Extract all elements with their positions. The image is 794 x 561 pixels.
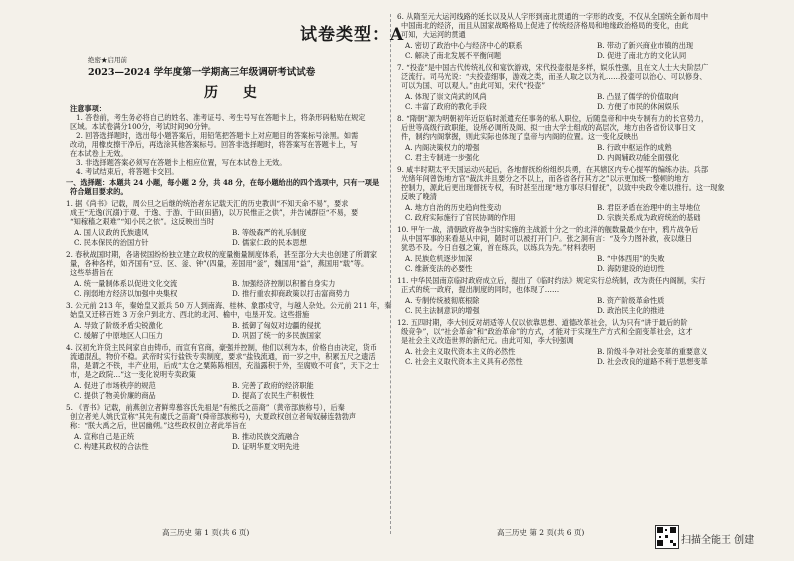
option-b: B. “中体西用”的失败 — [597, 254, 665, 263]
option-d: D. 推行重农抑商政策以打击富商势力 — [232, 289, 350, 298]
question-text: 犹恐不及。今日自强之策，首在练兵，以练兵为先。”材料表明 — [401, 243, 596, 252]
option-d: D. 促进了南北方的文化认同 — [597, 51, 687, 60]
notes-line: 改动，用橡皮擦干净后，再选涂其他答案标号。回答非选择题时，将答案写在答题卡上，写 — [70, 140, 358, 149]
option-d: D. 内阁辅政功能全面强化 — [597, 153, 679, 162]
option-a: A. 统一量制体系以促进文化交流 — [74, 279, 178, 288]
option-c: C. 君主专制进一步强化 — [405, 153, 480, 162]
option-d: D. 提高了农民生产积极性 — [232, 391, 314, 400]
page-right — [300, 0, 794, 561]
section-1-heading: 一、选择题：本题共 24 小题，每小题 2 分，共 48 分，在每小题给出的四个选项中，只有一项是 — [66, 178, 380, 187]
question-text: 是社会主义改造世界的新纪元。由此可知，李大钊强调 — [401, 336, 574, 345]
option-a: A. 民族危机逐步加深 — [405, 254, 473, 263]
option-d: D. 巩固了统一的多民族国家 — [232, 331, 322, 340]
page-footer-left: 高三历史 第 1 页(共 6 页) — [162, 528, 250, 537]
option-b: B. 凸显了儒学的价值取向 — [597, 92, 679, 101]
question-text: “知稼穑之艰难”“知小民之依”。这反映出当时 — [70, 217, 215, 226]
option-b: B. 行政中枢运作的成熟 — [597, 143, 672, 152]
notes-line: 2. 回答选择题时，选出每小题答案后，用铅笔把答题卡上对应题目的答案标号涂黑。如需 — [76, 131, 359, 140]
question-text: 5. 《晋书》记载，前燕创立者鲜卑慕容氏先祖是“有熊氏之苗裔”（黄帝部族称号），后秦 — [66, 403, 345, 412]
notes-line: 区域。本试卷满分100分，考试时间90分钟。 — [70, 122, 216, 131]
option-c: C. 政府实际施行了官民协调的作用 — [405, 213, 516, 222]
question-text: 创立者羌人姚氏宣称“其先有虞氏之苗裔”(舜帝部族称号)，大夏政权创立者匈奴赫连勃勃声 — [70, 412, 357, 421]
option-b: B. 抵御了匈奴对边疆的侵扰 — [232, 321, 321, 330]
option-a: A. 内阁决策权力的增强 — [405, 143, 480, 152]
question-text: 可以为国、可以观人。”由此可知，宋代“投壶” — [401, 81, 545, 90]
paper-title: 2023—2024 学年度第一学期高三年级调研考试试卷 — [88, 67, 316, 78]
option-b: B. 等级森严的礼乐制度 — [232, 228, 307, 237]
option-a: A. 导致了阶级矛盾尖锐激化 — [74, 321, 163, 330]
option-a: A. 体现了崇文尚武的风尚 — [405, 92, 487, 101]
option-a: A. 宣称自己是正统 — [74, 432, 135, 441]
question-text: 帛，是谓之不铁，丰产业用，后成“太仓之粟陈陈相因，充溢露积于外，至腐败不可食”，天下之士 — [70, 361, 380, 370]
question-text: 3. 公元前 213 年，秦始皇又派兵 50 万人到南海、桂林、象郡戍守，与越人杂处。公元前 211 年，秦 — [66, 301, 392, 310]
question-text: 称：“朕大禹之后，世居幽朔。”这些政权创立者此举旨在 — [70, 421, 247, 430]
option-d: D. 政治民主化的推进 — [597, 306, 665, 315]
option-a: A. 专制传统被彻底根除 — [405, 296, 480, 305]
question-text: 12. 五四时期，李大钊反对胡适等人仅以依靠思想、道德改革社会，认为只有“讲于最后的阶 — [397, 318, 688, 327]
option-a: A. 国人议政的氏族遗风 — [74, 228, 149, 237]
question-text: 中国南北的经济，而且从国家战略格局上促进了传统经济格局和地缘政治格局的变化，由此 — [401, 21, 689, 30]
option-d: D. 海防建设的迫切性 — [597, 264, 665, 273]
notes-line: 4. 考试结束后，将答题卡交回。 — [76, 167, 179, 176]
option-c: C. 民主法制意识的增强 — [405, 306, 480, 315]
notes-line: 3. 非选择题答案必须写在答题卡上相应位置，写在本试卷上无效。 — [76, 158, 287, 167]
option-b: B. 阶级斗争对社会变革的重要意义 — [597, 347, 708, 356]
question-text: 9. 咸丰时期太平天国运动兴起后，各地督抚纷纷组织兵勇，在其辖区内专心提军的编练办法。兵部 — [397, 165, 709, 174]
question-text: 成王“无逸(沉溺)于观、于逸、于游、于田(田猎)，以万民惟正之供”，并告诫群臣“不易，要 — [70, 208, 359, 217]
question-text: 件，制约内阁掌握，则此实际也体现了皇帝与内阁的位置。这一变化反映出 — [401, 132, 639, 141]
question-text: 后世等高级行政职能，设所必调所及阁、拟一由大学士组成的高层次，地方由各省份议事日文 — [401, 123, 696, 132]
question-text: 反映了晚清 — [401, 192, 437, 201]
question-text: 从中国军事的来看是从中间，随时可以被打开门户。张之洞有言：“及今力图补救，夜以继日 — [401, 234, 693, 243]
question-text: 市，是之政院…”这一变化说明专卖政策 — [70, 370, 196, 379]
question-text: 级竞争”，以“社会革命”和“政治革命”的方式，才能对于实现生产方式和全面变革社会，这才 — [401, 327, 693, 336]
option-c: C. 社会主义取代资本主义具有必然性 — [405, 357, 523, 366]
option-b: B. 完善了政府的经济职能 — [232, 381, 314, 390]
exam-type-label: 试卷类型：A — [300, 25, 405, 45]
question-text: 量，各种各样，如齐国有“豆、区、釜、钟”(四量，差国用“釜”，魏国用“益”，燕国用“载”等。 — [70, 259, 369, 268]
option-c: C. 削弱地方经济以加强中央集权 — [74, 289, 178, 298]
question-text: 控制力，源此后更出现督抚专权，有时甚至出现“地方事尽归督抚”，以致中央政令难以推行。这一现象 — [401, 183, 725, 192]
notes-heading: 注意事项： — [70, 104, 106, 113]
question-text: 2. 春秋战国时期，各诸侯国纷纷独立建立政权的度量衡量制度体系，甚至部分大夫也创建了所谓家 — [66, 250, 378, 259]
option-c: C. 提供了物美价廉的商品 — [74, 391, 156, 400]
option-b: B. 推动民族交流融合 — [232, 432, 300, 441]
option-d: D. 社会改良的道路不利于思想变革 — [597, 357, 708, 366]
page-left — [0, 0, 392, 561]
option-a: A. 密切了政治中心与经济中心的联系 — [405, 41, 523, 50]
scanner-watermark: 扫描全能王 创建 — [681, 535, 755, 546]
option-c: C. 解决了南北发展不平衡问题 — [405, 51, 502, 60]
subject-title: 历 史 — [204, 85, 267, 101]
option-b: B. 资产阶级革命性质 — [597, 296, 665, 305]
question-text: 1. 据《尚书》记载，周公旦之后继的统治者东记载天汇的历史教训“不知天命不易”，要求 — [66, 199, 349, 208]
qr-code-icon — [655, 525, 679, 549]
notes-line: 1. 答卷前，考生务必将自己的姓名、准考证号、考生号写在答题卡上，将条形码粘贴在规定 — [76, 113, 366, 122]
option-a: A. 社会主义取代资本主义的必然性 — [405, 347, 516, 356]
question-text: 泛流行。司马光说：“夫投壶细事，游戏之类，而圣人取之以为礼……投壶可以治心、可以修身、 — [401, 72, 707, 81]
option-d: D. 方便了市民的休闲娱乐 — [597, 102, 679, 111]
option-c: C. 丰富了政府的教化手段 — [405, 102, 487, 111]
question-text: 11. 中华民国南京临时政府成立后，提出了《临时约法》规定实行总统制，改为责任内阁制，实行 — [397, 276, 706, 285]
page-footer-right: 高三历史 第 2 页(共 6 页) — [497, 528, 585, 537]
option-a: A. 促进了市场秩序的规范 — [74, 381, 156, 390]
option-c: C. 构建其政权的合法性 — [74, 442, 149, 451]
question-text: 可知，大运河的贯通 — [401, 30, 466, 39]
question-text: 4. 汉初允许货主民间家自由铸币，而宣有官商，豪强并控制，他们以利为本，价格自由决定，货币 — [66, 343, 378, 352]
option-d: D. 证明华夏文明先进 — [232, 442, 300, 451]
option-c: C. 民本保民的治国方针 — [74, 238, 149, 247]
option-b: B. 君臣矛盾在治理中的主导地位 — [597, 203, 701, 212]
option-b: B. 加强经济控制以积蓄自身实力 — [232, 279, 336, 288]
question-text: 7. “投壶”是中国古代传统礼仪和宴饮游戏，宋代投壶很是多样，娱乐性强，且在文人士大夫阶层广 — [397, 63, 709, 72]
question-text: 始皇又迁移百姓 3 万余户到北方、西北的北河、榆中，屯垦开发。这些措施 — [70, 310, 310, 319]
question-text: 流通混乱，物价不稳。武帝时实行盐铁专卖制度，要求“盐钱流通，而一岁之中，积累五尺之遗活 — [70, 352, 376, 361]
section-1-heading: 符合题目要求的。 — [70, 187, 128, 196]
question-text: 正式的统一政府，提出制度的同时，也体现了…… — [401, 285, 560, 294]
option-b: B. 带动了新兴商业市镇的出现 — [597, 41, 694, 50]
option-a: A. 地方自治的历史趋向性变动 — [405, 203, 502, 212]
option-c: C. 缓解了中原地区人口压力 — [74, 331, 163, 340]
option-d: D. 儒家仁政的民本思想 — [232, 238, 307, 247]
notes-line: 在本试卷上无效。 — [70, 149, 128, 158]
question-text: 10. 甲午一战，清朝政府战争当时实施的主战派十分之一的北洋的舰数量最少在中，鸦片战争后 — [397, 225, 699, 234]
question-text: 8. “隋朝”源为明朝初年近臣临时派遣充任事务的私人职位，后随皇帝和中央专制有力的长官势力， — [397, 114, 709, 123]
question-text: 6. 从隋至元大运河线路的延长以及从人字形到南北贯通的一字形的改变，不仅从全国统全新布局中 — [397, 12, 709, 21]
question-text: 光绪年间曾饬地方官“裁汰并且要分之不以上，而各省各行其方之”以示更加统一整顿的地方 — [401, 174, 689, 183]
secret-label: 绝密★启用前 — [88, 56, 127, 64]
question-text: 这些举措旨在 — [70, 268, 114, 277]
option-c: C. 维新变法的必要性 — [405, 264, 473, 273]
page-divider — [390, 14, 392, 534]
option-d: D. 宗族关系成为政府统治的基础 — [597, 213, 701, 222]
